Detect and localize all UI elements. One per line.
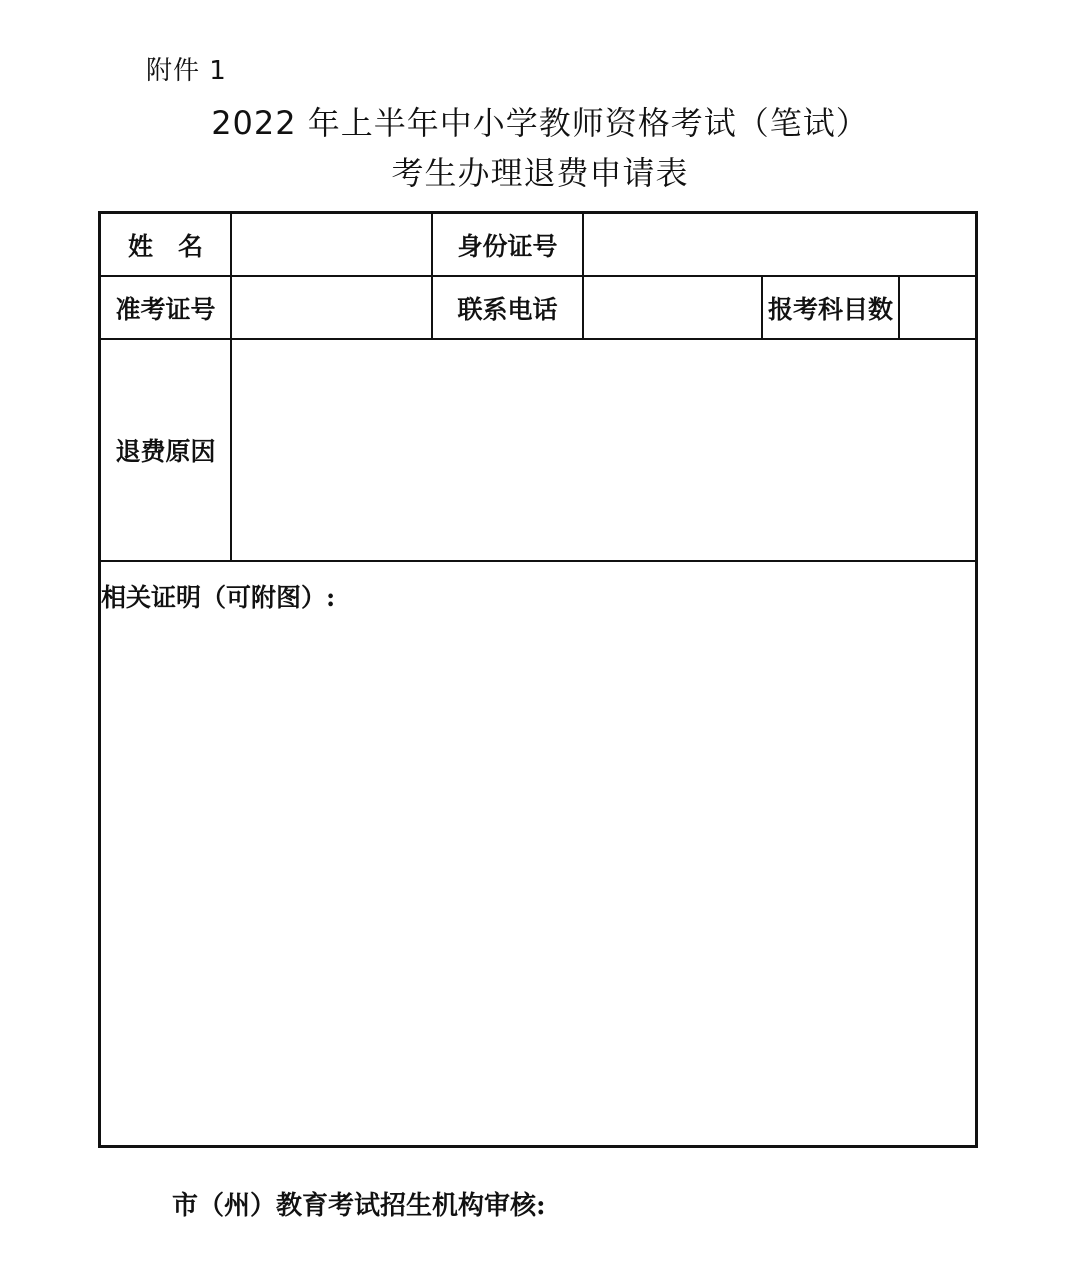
subjects-count-label: 报考科目数: [767, 294, 893, 324]
refund-reason-label: 退费原因: [115, 437, 216, 466]
name-label: 姓 名: [127, 231, 203, 261]
subjects-count-field[interactable]: [900, 277, 978, 338]
related-proof-field[interactable]: [101, 614, 978, 1144]
name-field[interactable]: [232, 214, 431, 275]
phone-label: 联系电话: [457, 294, 558, 324]
review-label: 市（州）教育考试招生机构审核:: [172, 1191, 546, 1221]
form-subtitle: 考生办理退费申请表: [391, 154, 689, 192]
attachment-label: 附件 1: [146, 56, 227, 86]
row-divider-3: [101, 560, 978, 562]
id-number-field[interactable]: [584, 214, 978, 275]
id-number-label: 身份证号: [457, 231, 558, 261]
form-title: 2022 年上半年中小学教师资格考试（笔试）: [211, 104, 869, 142]
refund-application-form: [98, 211, 978, 1148]
admission-number-field[interactable]: [232, 277, 431, 338]
admission-number-label: 准考证号: [115, 294, 216, 324]
refund-reason-field[interactable]: [232, 340, 978, 560]
phone-field[interactable]: [584, 277, 761, 338]
related-proof-label: 相关证明（可附图）:: [101, 583, 336, 612]
